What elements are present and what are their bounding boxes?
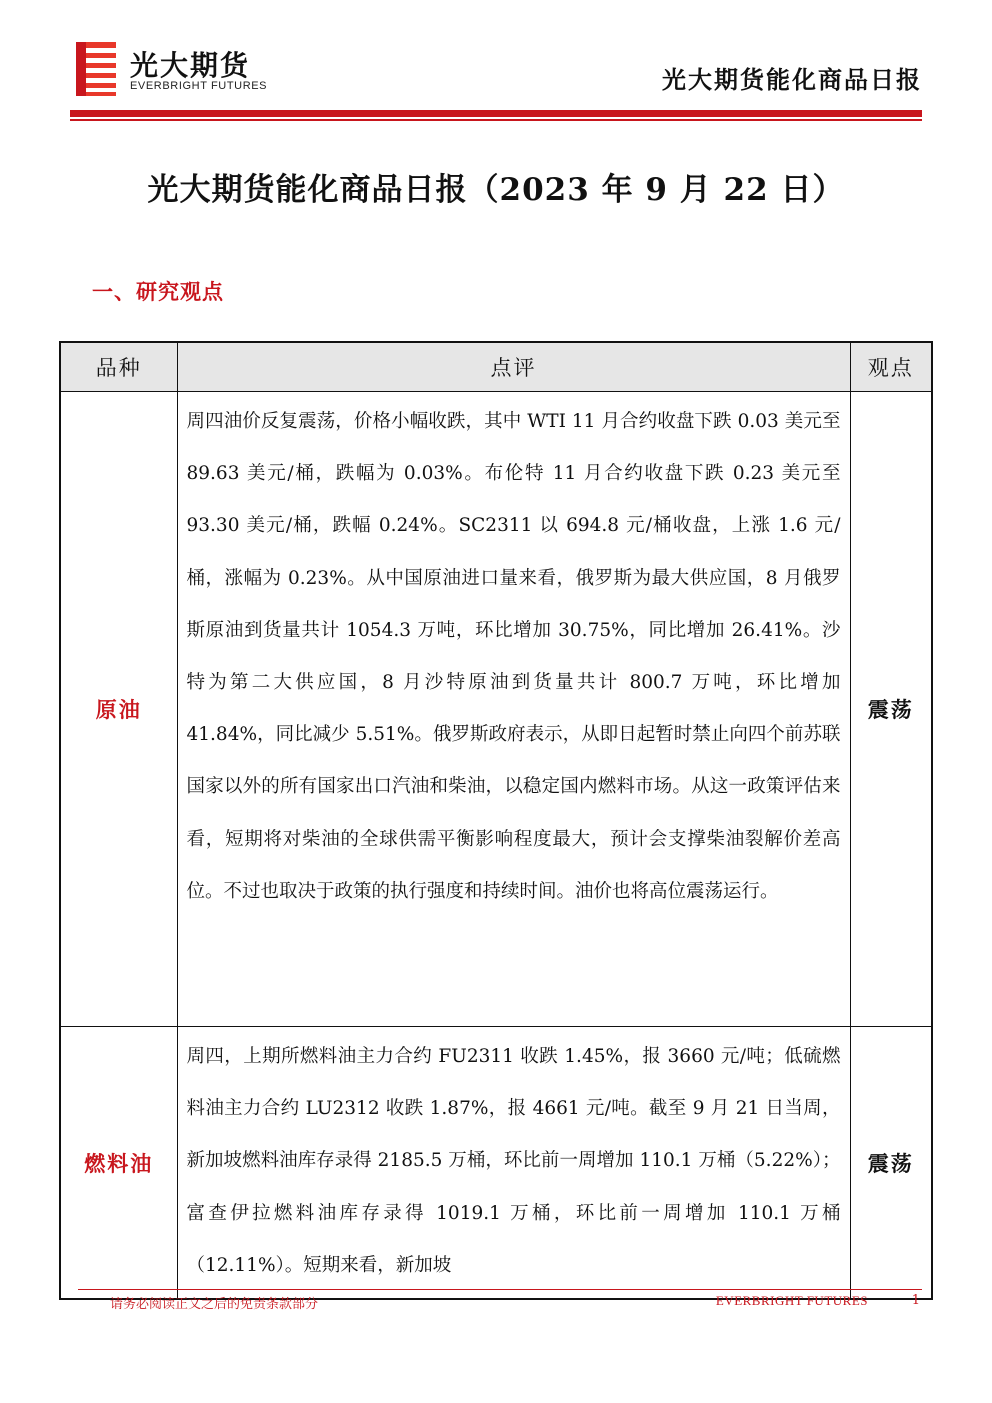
company-logo (76, 42, 276, 98)
footer-page-number: 1 (911, 1293, 920, 1308)
table-row-fuel-oil (60, 1027, 932, 1300)
logo-english-name: EVERBRIGHT FUTURES (130, 80, 268, 92)
view-cell: 震荡 (850, 392, 932, 1027)
table-header-row (60, 342, 932, 392)
footer-disclaimer: 请务必阅读正文之后的免责条款部分 (110, 1297, 319, 1312)
header-view: 观点 (850, 342, 932, 392)
research-table (59, 341, 933, 1300)
header-rule-thin (70, 119, 922, 121)
logo-chinese-name: 光大期货 (130, 49, 251, 82)
document-title: 光大期货能化商品日报（2023 年 9 月 22 日） (147, 172, 845, 208)
header-variety: 品种 (60, 342, 177, 392)
header-title: 光大期货能化商品日报 (662, 65, 922, 94)
view-cell: 震荡 (850, 1027, 932, 1300)
comment-cell: 周四，上期所燃料油主力合约 FU2311 收跌 1.45%，报 3660 元/吨；低硫燃料油主力合约 LU2312 收跌 1.87%，报 4661 元/吨。截至 9 月 21 日当周，新加坡燃料油库存录得 2185.5 万桶，环比前一周增加 110.1 万桶（5.22%）；富查伊拉燃料油库存录得 1019.1 万桶，环比前一周增加 110.1 万桶（12.11%）。短期来看，新加坡 (177, 1027, 850, 1300)
header-comment: 点评 (177, 342, 850, 392)
variety-cell: 燃料油 (60, 1027, 177, 1300)
table-row-crude-oil (60, 392, 932, 1027)
footer-brand: EVERBRIGHT FUTURES (715, 1293, 868, 1308)
comment-cell: 周四油价反复震荡，价格小幅收跌，其中 WTI 11 月合约收盘下跌 0.03 美元至 89.63 美元/桶，跌幅为 0.03%。布伦特 11 月合约收盘下跌 0.23 美元至 93.30 美元/桶，跌幅 0.24%。SC2311 以 694.8 元/桶收盘，上涨 1.6 元/桶，涨幅为 0.23%。从中国原油进口量来看，俄罗斯为最大供应国，8 月俄罗斯原油到货量共计 1054.3 万吨，环比增加 30.75%，同比增加 26.41%。沙特为第二大供应国，8 月沙特原油到货量共计 800.7 万吨，环比增加 41.84%，同比减少 5.51%。俄罗斯政府表示，从即日起暂时禁止向四个前苏联国家以外的所有国家出口汽油和柴油，以稳定国内燃料市场。从这一政策评估来看，短期将对柴油的全球供需平衡影响程度最大，预计会支撑柴油裂解价差高位。不过也取决于政策的执行强度和持续时间。油价也将高位震荡运行。 (177, 392, 850, 1027)
everbright-logo-icon (76, 42, 116, 96)
footer-rule (78, 1289, 922, 1290)
header-rule (70, 110, 922, 117)
variety-cell: 原油 (60, 392, 177, 1027)
section-heading: 一、研究观点 (92, 279, 224, 304)
